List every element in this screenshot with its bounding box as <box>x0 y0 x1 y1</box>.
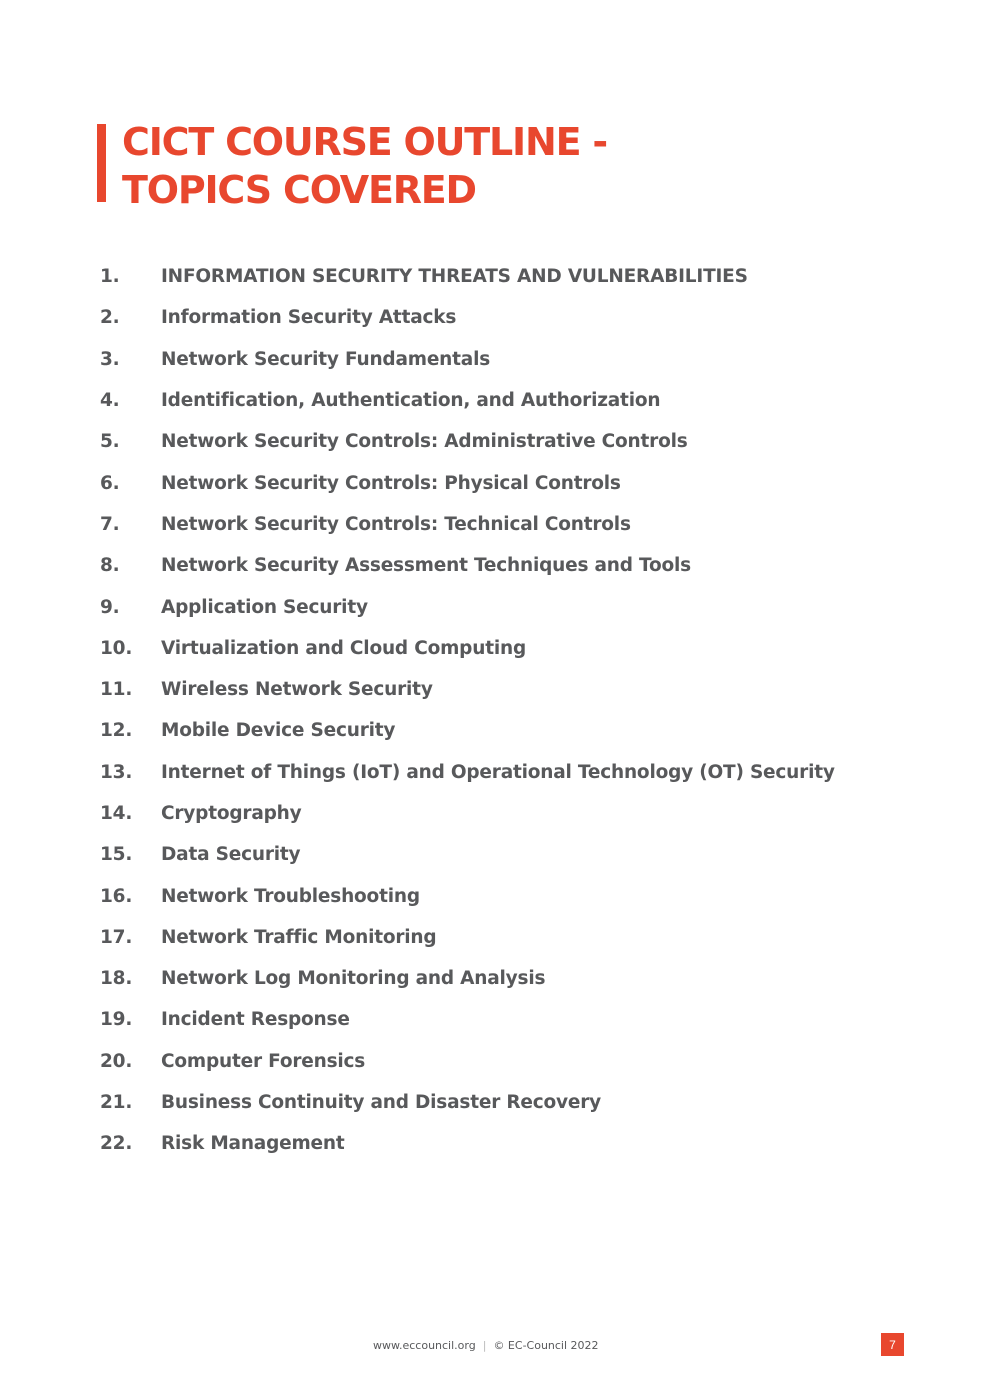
footer-credits <box>373 1339 599 1352</box>
topic-label: Network Security Controls: Administrative Controls <box>161 431 688 453</box>
topic-number: 16. <box>100 885 133 907</box>
topic-label: Virtualization and Cloud Computing <box>161 637 526 659</box>
topic-item <box>100 256 835 297</box>
page-title <box>122 118 607 214</box>
topic-number: 14. <box>100 803 133 824</box>
topic-item <box>100 628 835 669</box>
topic-number: 3. <box>100 348 120 370</box>
topic-number: 10. <box>100 637 133 659</box>
page-title-line-2: TOPICS COVERED <box>122 168 476 212</box>
topic-item <box>100 958 835 999</box>
page-number-badge <box>881 1333 904 1356</box>
topic-item <box>100 917 835 958</box>
topic-item <box>100 1082 835 1123</box>
topic-label: Network Log Monitoring and Analysis <box>161 968 546 990</box>
topic-item <box>100 999 835 1040</box>
topic-label: Wireless Network Security <box>161 679 433 701</box>
topic-label: Network Traffic Monitoring <box>161 926 437 948</box>
topic-label: Computer Forensics <box>161 1050 366 1072</box>
topic-item <box>100 380 835 421</box>
footer-separator: | <box>482 1339 487 1352</box>
topic-label: Network Security Controls: Technical Controls <box>161 513 631 535</box>
topic-number: 8. <box>100 555 120 577</box>
page-footer <box>0 1337 983 1355</box>
topic-item <box>100 669 835 710</box>
topic-number: 4. <box>100 390 120 412</box>
topic-item <box>100 752 835 793</box>
page-number: 7 <box>889 1337 896 1352</box>
topic-number: 7. <box>100 513 120 535</box>
topic-number: 1. <box>100 266 120 288</box>
topic-number: 22. <box>100 1133 133 1155</box>
topic-item <box>100 1123 835 1164</box>
page-title-line-1: CICT COURSE OUTLINE - <box>122 120 607 164</box>
topic-item <box>100 710 835 751</box>
topic-item <box>100 875 835 916</box>
topic-label: Application Security <box>161 596 368 618</box>
topic-number: 12. <box>100 720 133 742</box>
topic-label: Identification, Authentication, and Authorization <box>161 390 661 412</box>
topic-item <box>100 297 835 338</box>
topic-item <box>100 834 835 875</box>
topic-number: 15. <box>100 844 133 866</box>
topic-item <box>100 793 835 834</box>
footer-website-link[interactable]: www.eccouncil.org <box>373 1339 476 1352</box>
topic-number: 18. <box>100 968 133 990</box>
topic-label: Data Security <box>161 844 301 866</box>
footer-copyright: © EC-Council 2022 <box>493 1339 599 1352</box>
title-accent-bar <box>97 124 106 202</box>
topic-item <box>100 339 835 380</box>
topic-number: 11. <box>100 679 133 701</box>
topic-number: 19. <box>100 1009 133 1031</box>
topic-label: Business Continuity and Disaster Recovery <box>161 1092 602 1114</box>
topic-label: Network Security Fundamentals <box>161 348 491 370</box>
topic-item <box>100 545 835 586</box>
topic-item <box>100 462 835 503</box>
topic-number: 17. <box>100 926 133 948</box>
topic-label: Internet of Things (IoT) and Operational Technology (OT) Security <box>161 761 835 783</box>
topic-item <box>100 504 835 545</box>
topic-label: Network Troubleshooting <box>161 885 420 907</box>
topic-number: 13. <box>100 761 133 783</box>
topic-label: Risk Management <box>161 1133 345 1155</box>
topic-label: Network Security Assessment Techniques and Tools <box>161 555 691 577</box>
topic-label: Cryptography <box>161 803 302 824</box>
topic-label: Mobile Device Security <box>161 720 396 742</box>
topic-number: 9. <box>100 596 120 618</box>
topic-label: Network Security Controls: Physical Controls <box>161 472 621 494</box>
topic-label: Information Security Attacks <box>161 307 457 329</box>
topic-number: 21. <box>100 1092 133 1114</box>
topic-item <box>100 1041 835 1082</box>
topic-item <box>100 421 835 462</box>
topic-item <box>100 586 835 627</box>
topic-number: 6. <box>100 472 120 494</box>
topic-label: Incident Response <box>161 1009 350 1031</box>
topic-label: INFORMATION SECURITY THREATS AND VULNERABILITIES <box>161 266 748 288</box>
topic-list <box>100 256 835 1165</box>
topic-number: 5. <box>100 431 120 453</box>
topic-number: 20. <box>100 1050 133 1072</box>
topic-number: 2. <box>100 307 120 329</box>
